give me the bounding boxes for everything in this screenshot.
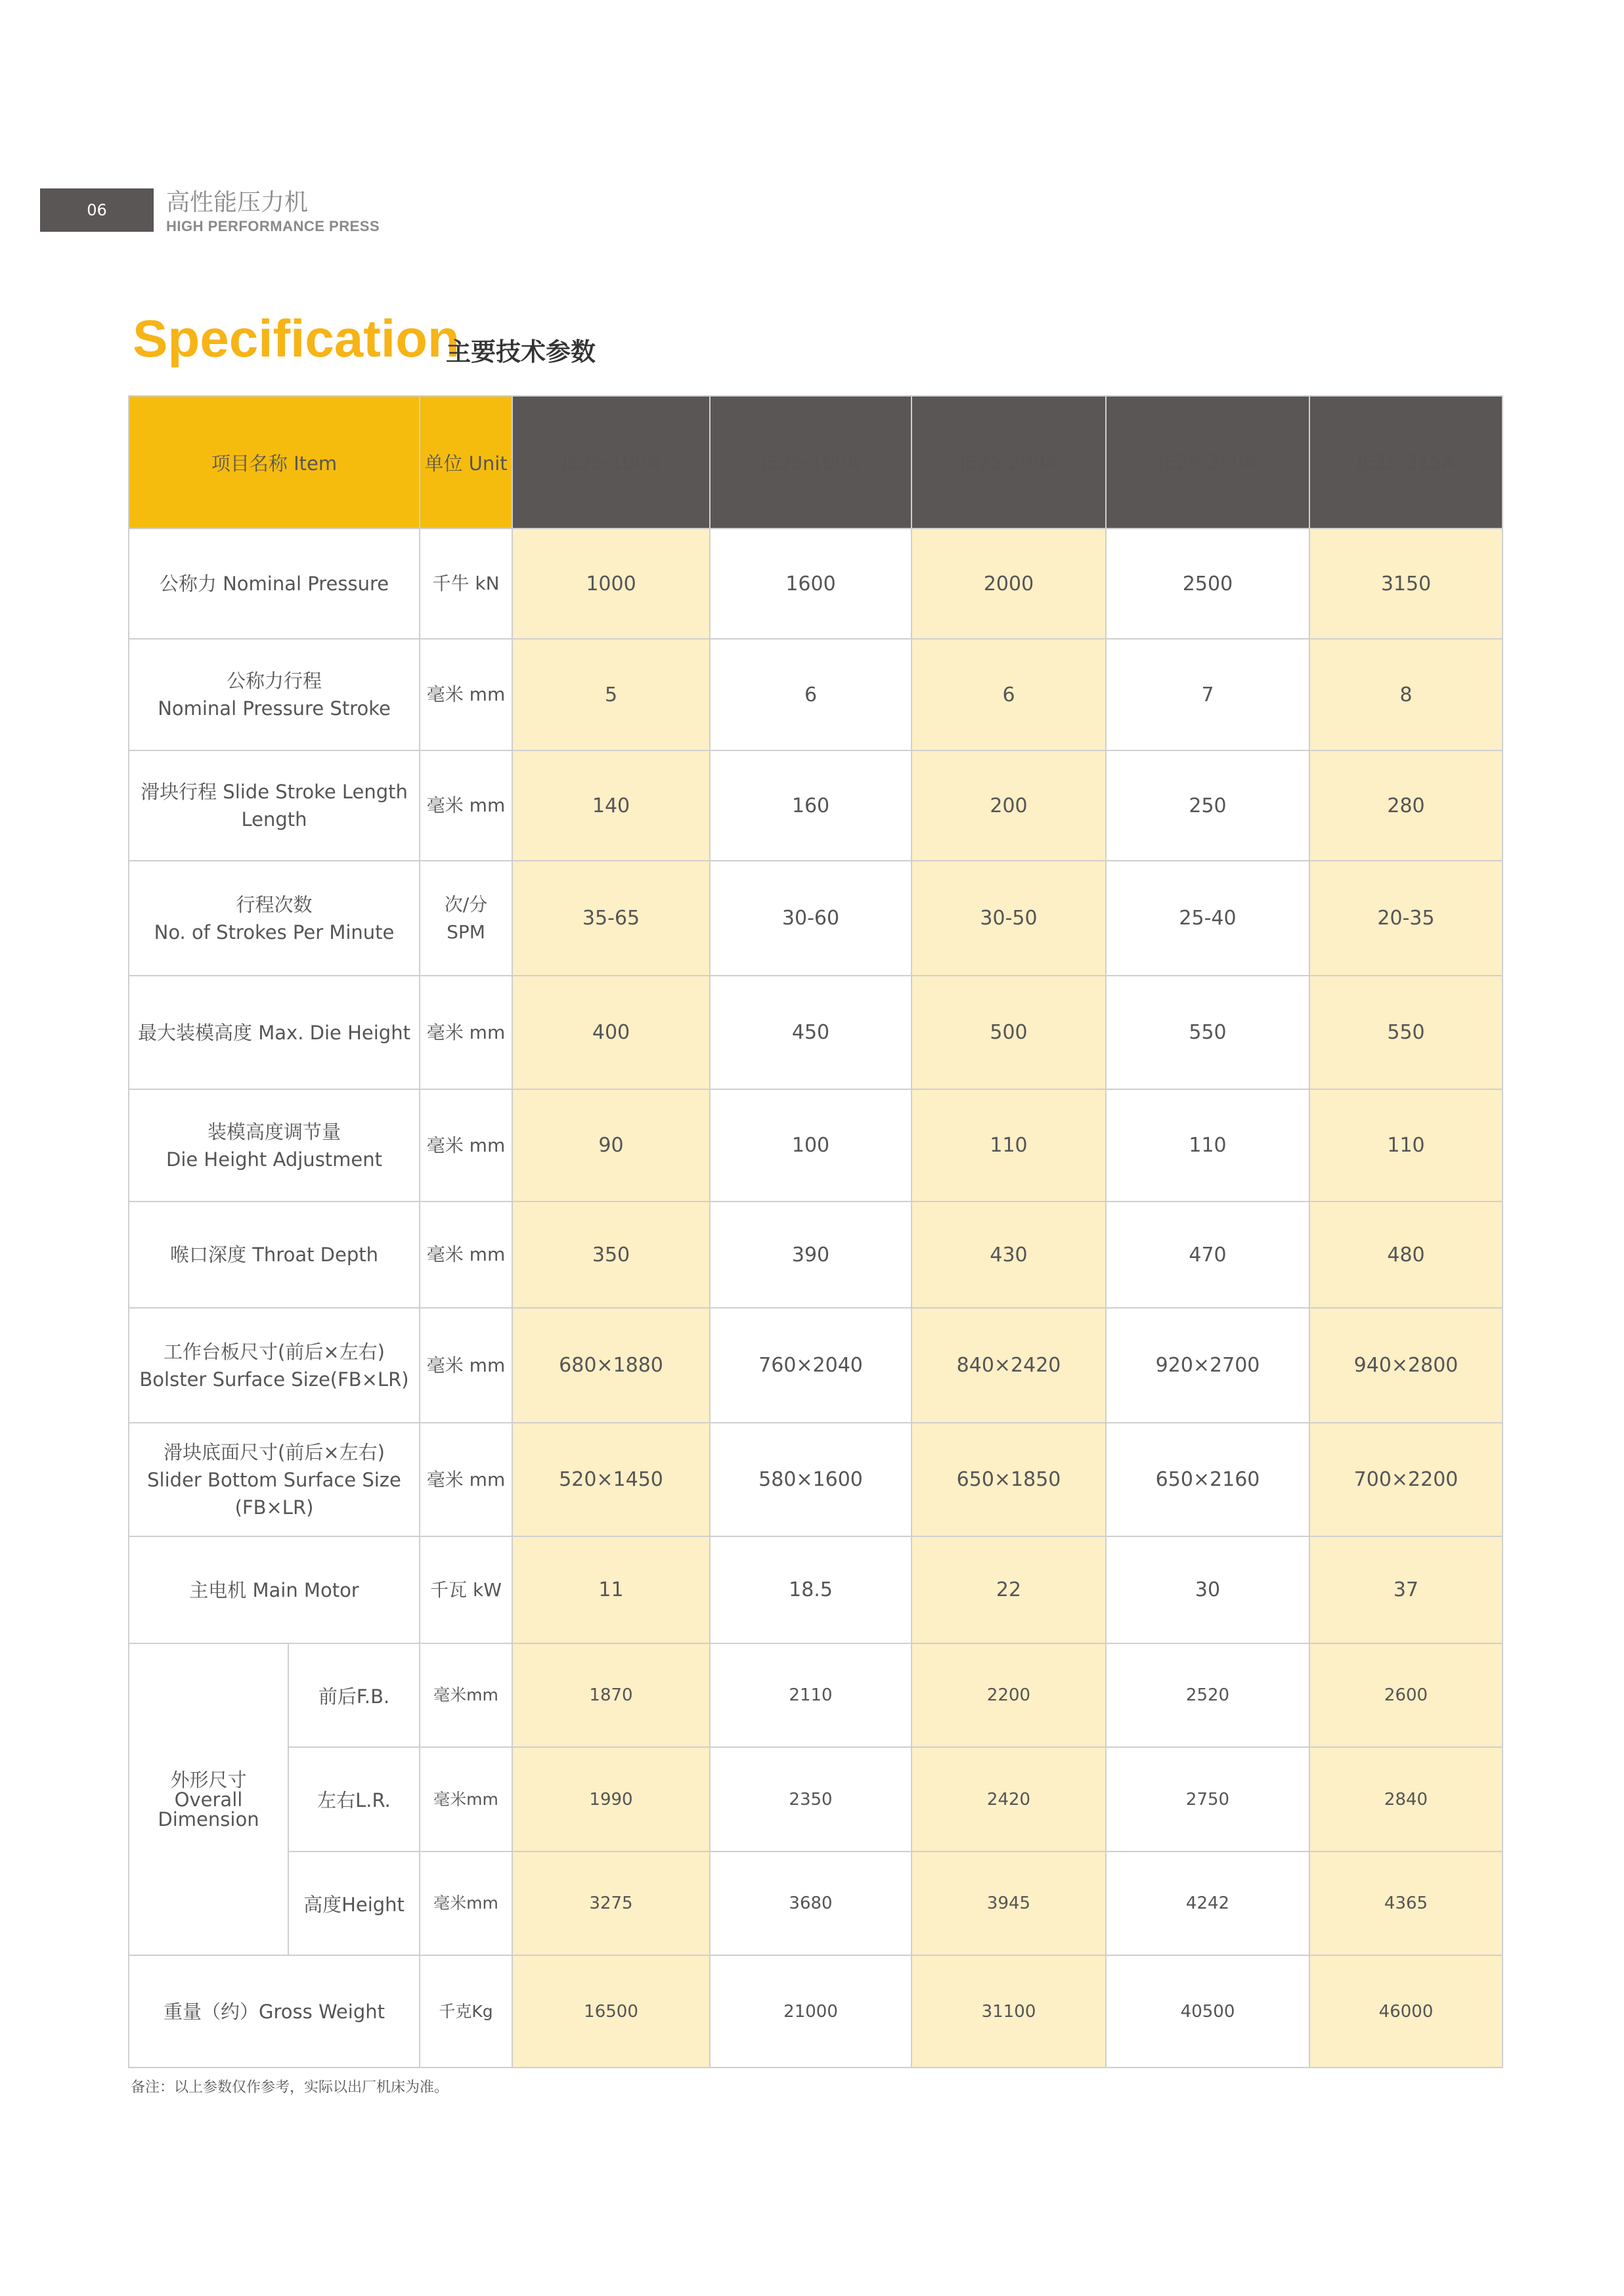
- value-cell: 450: [710, 976, 911, 1089]
- cell-line: 主电机 Main Motor: [189, 1578, 359, 1601]
- value-cell: 16500: [512, 1955, 710, 2068]
- cell-line: Dimension: [158, 1808, 259, 1830]
- cell-line: 行程次数: [236, 893, 313, 916]
- row-unit: [420, 1536, 512, 1643]
- cell-line: 滑块底面尺寸(前后×左右): [164, 1440, 385, 1463]
- value-cell: 500: [911, 976, 1106, 1089]
- cell-line: 工作台板尺寸(前后×左右): [164, 1340, 385, 1363]
- value-cell: 550: [1309, 976, 1503, 1089]
- value-cell: 920×2700: [1106, 1308, 1309, 1423]
- row-label: [129, 1955, 420, 2068]
- cell-line: Die Height Adjustment: [165, 1148, 383, 1171]
- cell-line: 滑块行程 Slide Stroke Length: [141, 781, 408, 803]
- table-row: [129, 1202, 1503, 1308]
- value-cell: 31100: [911, 1955, 1106, 2068]
- value-cell: 430: [911, 1202, 1106, 1308]
- value-cell: 110: [1106, 1089, 1309, 1202]
- cell-line: 毫米 mm: [426, 683, 506, 705]
- row-unit: 毫米mm: [420, 1643, 512, 1747]
- table-row: [129, 529, 1503, 639]
- table-row: [129, 861, 1503, 976]
- page-number: 06: [87, 201, 107, 219]
- row-unit: [420, 1202, 512, 1308]
- cell-line: Slider Bottom Surface Size: [147, 1468, 401, 1491]
- dimension-sub-label: 左右L.R.: [288, 1747, 420, 1852]
- cell-line: Bolster Surface Size(FB×LR): [139, 1368, 409, 1391]
- spec-table: [128, 395, 1503, 2068]
- value-cell: 4242: [1106, 1852, 1309, 1955]
- value-cell: 21000: [710, 1955, 911, 2068]
- dimension-sub-label: 高度Height: [288, 1852, 420, 1955]
- value-cell: 250: [1106, 750, 1309, 861]
- header-model: JE25-200A: [911, 396, 1106, 529]
- footnote: 备注：以上参数仅作参考，实际以出厂机床为准。: [131, 2079, 449, 2096]
- row-label: [129, 1423, 420, 1536]
- table-row: [129, 976, 1503, 1089]
- value-cell: 30-50: [911, 861, 1106, 976]
- row-unit: [420, 861, 512, 976]
- row-label: [129, 750, 420, 861]
- value-cell: 46000: [1309, 1955, 1503, 2068]
- cell-line: 千牛 kN: [432, 573, 500, 594]
- cell-line: 千瓦 kW: [430, 1578, 502, 1601]
- value-cell: 2110: [710, 1643, 911, 1747]
- row-unit: 毫米mm: [420, 1747, 512, 1852]
- value-cell: 160: [710, 750, 911, 861]
- value-cell: 1870: [512, 1643, 710, 1747]
- header-model: JE25-160A: [710, 396, 911, 529]
- row-label: [129, 639, 420, 750]
- header-model: JE25-315A: [1309, 396, 1503, 529]
- cell-line: 千克Kg: [439, 2001, 493, 2021]
- header-unit: 单位 Unit: [420, 396, 512, 529]
- value-cell: 40500: [1106, 1955, 1309, 2068]
- value-cell: 6: [911, 639, 1106, 750]
- value-cell: 350: [512, 1202, 710, 1308]
- table-row: [129, 750, 1503, 861]
- header-model: JE25-250A: [1106, 396, 1309, 529]
- row-unit: [420, 1308, 512, 1423]
- value-cell: 110: [1309, 1089, 1503, 1202]
- value-cell: 2000: [911, 529, 1106, 639]
- value-cell: 3275: [512, 1852, 710, 1955]
- value-cell: 11: [512, 1536, 710, 1643]
- row-label: [129, 1536, 420, 1643]
- cell-line: 毫米 mm: [426, 1134, 506, 1156]
- table-row: [129, 1089, 1503, 1202]
- value-cell: 2500: [1106, 529, 1309, 639]
- value-cell: 4365: [1309, 1852, 1503, 1955]
- header-title-cn: 高性能压力机: [166, 189, 309, 216]
- row-label: [129, 1089, 420, 1202]
- value-cell: 2600: [1309, 1643, 1503, 1747]
- value-cell: 7: [1106, 639, 1309, 750]
- section-title-cn: 主要技术参数: [446, 337, 596, 366]
- value-cell: 840×2420: [911, 1308, 1106, 1423]
- value-cell: 6: [710, 639, 911, 750]
- value-cell: 2200: [911, 1643, 1106, 1747]
- cell-line: Overall: [174, 1788, 243, 1811]
- cell-line: 毫米 mm: [426, 1354, 506, 1376]
- value-cell: 37: [1309, 1536, 1503, 1643]
- table-header-row: [129, 396, 1503, 529]
- header-model: JE25-100A: [512, 396, 710, 529]
- value-cell: 22: [911, 1536, 1106, 1643]
- header-title-en: HIGH PERFORMANCE PRESS: [166, 218, 380, 234]
- row-label: [129, 861, 420, 976]
- value-cell: 680×1880: [512, 1308, 710, 1423]
- value-cell: 30: [1106, 1536, 1309, 1643]
- value-cell: 35-65: [512, 861, 710, 976]
- dimension-row: [129, 1643, 1503, 1747]
- value-cell: 650×2160: [1106, 1423, 1309, 1536]
- cell-line: 公称力 Nominal Pressure: [159, 573, 389, 595]
- value-cell: 580×1600: [710, 1423, 911, 1536]
- dimension-row: [129, 1852, 1503, 1955]
- value-cell: 390: [710, 1202, 911, 1308]
- section-title-en: Specification: [133, 309, 460, 368]
- value-cell: 3680: [710, 1852, 911, 1955]
- weight-row: [129, 1955, 1503, 2068]
- cell-line: 重量（约）Gross Weight: [164, 2000, 385, 2023]
- cell-line: 毫米 mm: [426, 794, 506, 816]
- cell-line: 毫米 mm: [426, 1468, 506, 1490]
- row-unit: [420, 750, 512, 861]
- table-row: [129, 1308, 1503, 1423]
- dimension-row: [129, 1747, 1503, 1852]
- row-unit: [420, 639, 512, 750]
- value-cell: 1000: [512, 529, 710, 639]
- table-row: [129, 1536, 1503, 1643]
- cell-line: 次/分: [444, 893, 488, 915]
- value-cell: 700×2200: [1309, 1423, 1503, 1536]
- value-cell: 110: [911, 1089, 1106, 1202]
- cell-line: Length: [241, 808, 307, 831]
- header-item: 项目名称 Item: [129, 396, 420, 529]
- value-cell: 2420: [911, 1747, 1106, 1852]
- value-cell: 470: [1106, 1202, 1309, 1308]
- dimension-group-label: [129, 1643, 288, 1955]
- cell-line: SPM: [447, 921, 485, 943]
- table-row: [129, 1423, 1503, 1536]
- value-cell: 2520: [1106, 1643, 1309, 1747]
- row-unit: [420, 976, 512, 1089]
- value-cell: 280: [1309, 750, 1503, 861]
- value-cell: 940×2800: [1309, 1308, 1503, 1423]
- row-label: [129, 529, 420, 639]
- value-cell: 25-40: [1106, 861, 1309, 976]
- cell-line: 毫米 mm: [426, 1021, 506, 1043]
- cell-line: No. of Strokes Per Minute: [154, 921, 395, 943]
- value-cell: 2840: [1309, 1747, 1503, 1852]
- value-cell: 650×1850: [911, 1423, 1106, 1536]
- value-cell: 8: [1309, 639, 1503, 750]
- value-cell: 2350: [710, 1747, 911, 1852]
- value-cell: 400: [512, 976, 710, 1089]
- cell-line: 喉口深度 Throat Depth: [169, 1244, 379, 1266]
- value-cell: 140: [512, 750, 710, 861]
- value-cell: 3945: [911, 1852, 1106, 1955]
- value-cell: 520×1450: [512, 1423, 710, 1536]
- row-unit: 毫米mm: [420, 1852, 512, 1955]
- page-number-badge: [40, 188, 154, 232]
- cell-line: 装模高度调节量: [208, 1120, 341, 1143]
- value-cell: 480: [1309, 1202, 1503, 1308]
- cell-line: 外形尺寸: [170, 1768, 247, 1791]
- value-cell: 760×2040: [710, 1308, 911, 1423]
- row-unit: [420, 529, 512, 639]
- value-cell: 90: [512, 1089, 710, 1202]
- value-cell: 3150: [1309, 529, 1503, 639]
- row-label: [129, 976, 420, 1089]
- cell-line: 公称力行程: [227, 670, 322, 692]
- value-cell: 30-60: [710, 861, 911, 976]
- value-cell: 20-35: [1309, 861, 1503, 976]
- value-cell: 18.5: [710, 1536, 911, 1643]
- value-cell: 550: [1106, 976, 1309, 1089]
- table-row: [129, 639, 1503, 750]
- row-label: [129, 1308, 420, 1423]
- cell-line: 毫米 mm: [426, 1244, 506, 1265]
- cell-line: (FB×LR): [234, 1496, 314, 1519]
- row-label: [129, 1202, 420, 1308]
- value-cell: 100: [710, 1089, 911, 1202]
- row-unit: [420, 1955, 512, 2068]
- row-unit: [420, 1089, 512, 1202]
- value-cell: 2750: [1106, 1747, 1309, 1852]
- row-unit: [420, 1423, 512, 1536]
- cell-line: Nominal Pressure Stroke: [158, 697, 391, 720]
- value-cell: 5: [512, 639, 710, 750]
- value-cell: 1600: [710, 529, 911, 639]
- dimension-sub-label: 前后F.B.: [288, 1643, 420, 1747]
- cell-line: 最大装模高度 Max. Die Height: [138, 1021, 410, 1044]
- value-cell: 200: [911, 750, 1106, 861]
- value-cell: 1990: [512, 1747, 710, 1852]
